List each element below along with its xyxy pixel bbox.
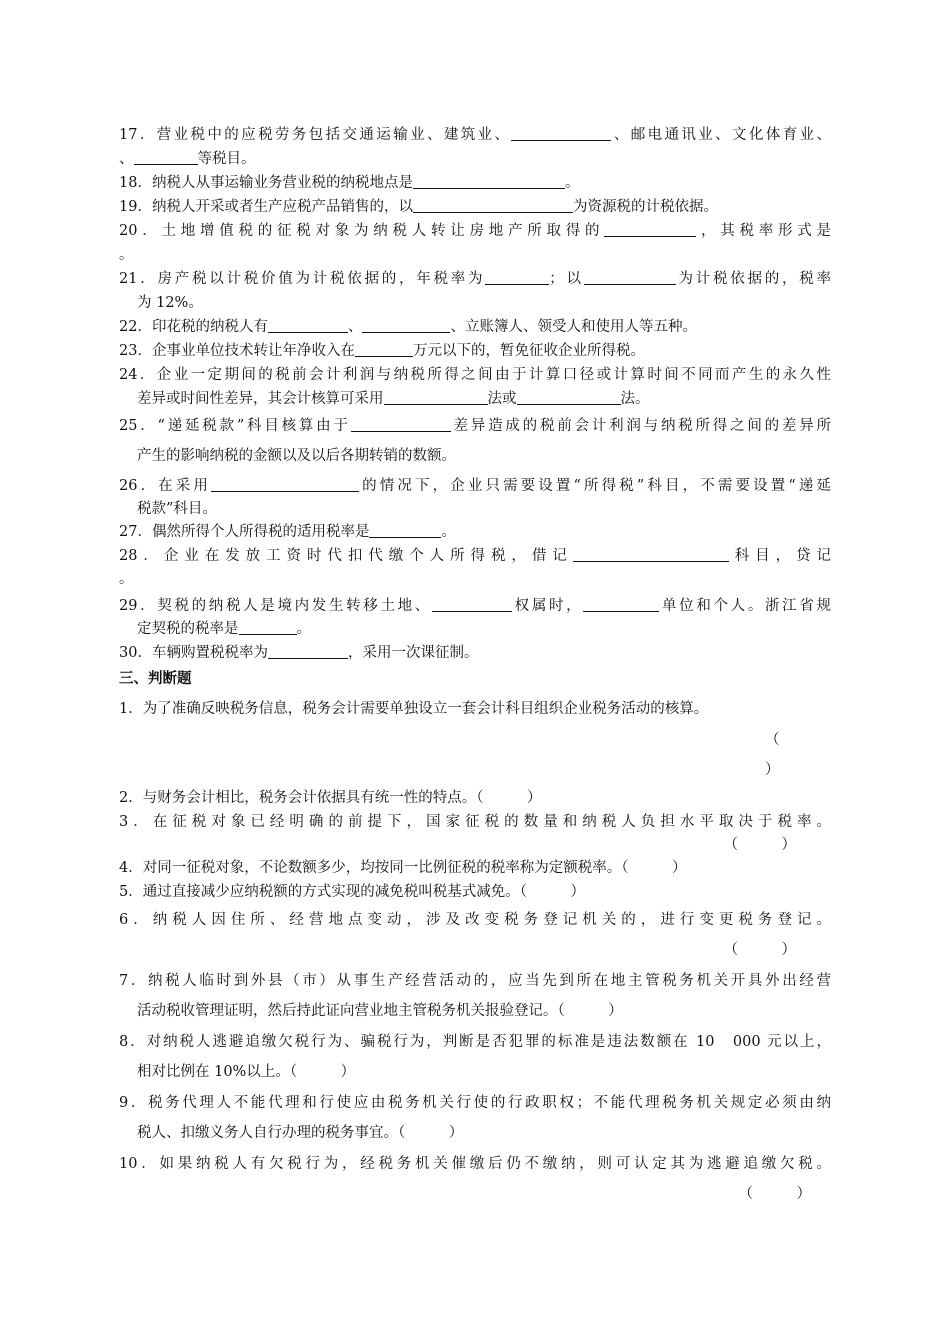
judgment-question-7-line-2: 活动税收管理证明，然后持此证向营业地主管税务机关报验登记。（ ） [137,1003,623,1019]
question-25-line-1: 25．“递延税款”科目核算由于 差异造成的税前会计利润与纳税所得之间的差异所 [119,418,831,434]
judgment-question-3: 3．在征税对象已经明确的前提下，国家征税的数量和纳税人负担水平取决于税率。 [119,814,831,830]
question-19: 19．纳税人开采或者生产应税产品销售的，以 为资源税的计税依据。 [119,199,718,215]
answer-blank[interactable] [351,416,451,432]
judgment-question-9-line-2: 税人、扣缴义务人自行办理的税务事宜。（ ） [137,1125,464,1141]
answer-blank[interactable] [604,221,696,237]
question-20-line-1: 20．土地增值税的征税对象为纳税人转让房地产所取得的 ，其税率形式是 [119,223,832,239]
answer-bracket-close[interactable]: ） [765,762,780,778]
answer-bracket[interactable]: （ ） [738,1186,811,1202]
judgment-question-4: 4．对同一征税对象，不论数额多少，均按同一比例征税的税率称为定额税率。（ ） [119,860,687,876]
answer-blank[interactable] [583,596,659,612]
answer-blank[interactable] [384,389,488,405]
answer-blank[interactable] [517,389,621,405]
question-21-line-2: 为 12%。 [137,295,203,311]
answer-blank[interactable] [413,173,565,189]
judgment-question-9-line-1: 9．税务代理人不能代理和行使应由税务机关行使的行政职权；不能代理税务机关规定必须由纳 [119,1095,831,1111]
answer-bracket[interactable]: （ ） [723,837,796,853]
judgment-question-6: 6．纳税人因住所、经营地点变动，涉及改变税务登记机关的，进行变更税务登记。 [119,912,831,928]
answer-blank[interactable] [268,317,348,333]
answer-blank[interactable] [369,522,441,538]
question-23: 23．企事业单位技术转让年净收入在 万元以下的，暂免征收企业所得税。 [119,343,645,359]
judgment-question-10: 10．如果纳税人有欠税行为，经税务机关催缴后仍不缴纳，则可认定其为逃避追缴欠税。 [119,1156,831,1172]
answer-blank[interactable] [362,317,450,333]
answer-blank[interactable] [485,269,549,285]
judgment-question-8-line-1: 8．对纳税人逃避追缴欠税行为、骗税行为，判断是否犯罪的标准是违法数额在 10 000 元以上， [119,1034,831,1050]
question-28-line-1: 28．企业在发放工资时代扣代缴个人所得税，借记 科目，贷记 [119,548,831,564]
question-29-line-1: 29．契税的纳税人是境内发生转移土地、 权属时， 单位和个人。浙江省规 [119,598,832,614]
answer-blank[interactable] [432,596,512,612]
question-24-line-1: 24．企业一定期间的税前会计利润与纳税所得之间由于计算口径或计算时间不同而产生的永久性 [119,367,831,383]
question-26-line-1: 26．在采用 的情况下，企业只需要设置“所得税”科目，不需要设置“递延 [119,478,831,494]
question-28-line-2: 。 [119,571,134,587]
answer-blank[interactable] [268,643,348,659]
question-21-line-1: 21．房产税以计税价值为计税依据的，年税率为 ；以 为计税依据的，税率 [119,271,832,287]
answer-blank[interactable] [211,476,359,492]
judgment-question-2: 2．与财务会计相比，税务会计依据具有统一性的特点。（ ） [119,790,542,806]
answer-blank[interactable] [239,619,297,635]
answer-blank[interactable] [511,125,611,141]
answer-blank[interactable] [355,341,413,357]
judgment-question-1: 1．为了准确反映税务信息，税务会计需要单独设立一套会计科目组织企业税务活动的核算。 [119,701,709,717]
answer-bracket-open[interactable]: （ [765,732,780,748]
question-26-line-2: 税款”科目。 [137,501,217,517]
answer-blank[interactable] [134,149,198,165]
section-title: 三、判断题 [119,671,192,687]
judgment-question-8-line-2: 相对比例在 10%以上。（ ） [137,1064,356,1080]
judgment-question-7-line-1: 7．纳税人临时到外县（市）从事生产经营活动的，应当先到所在地主管税务机关开具外出经营 [119,973,831,989]
question-27: 27．偶然所得个人所得税的适用税率是 。 [119,524,456,540]
question-18: 18．纳税人从事运输业务营业税的纳税地点是 。 [119,175,580,191]
question-20-line-2: 。 [119,247,134,263]
question-24-line-2: 差异或时间性差异，其会计核算可采用 法或 法。 [137,391,650,407]
question-17-line-2: 、 等税目。 [119,151,256,167]
answer-blank[interactable] [584,269,676,285]
answer-blank[interactable] [413,197,573,213]
question-30: 30．车辆购置税税率为 ，采用一次课征制。 [119,645,479,661]
question-17-line-1: 17．营业税中的应税劳务包括交通运输业、建筑业、 、邮电通讯业、文化体育业、 [119,127,832,143]
question-22: 22．印花税的纳税人有 、 、立账簿人、领受人和使用人等五种。 [119,319,697,335]
answer-blank[interactable] [573,546,729,562]
answer-bracket[interactable]: （ ） [723,942,796,958]
question-29-line-2: 定契税的税率是 。 [137,621,311,637]
question-25-line-2: 产生的影响纳税的金额以及以后各期转销的数额。 [137,448,456,464]
judgment-question-5: 5．通过直接减少应纳税额的方式实现的减免税叫税基式减免。（ ） [119,884,585,900]
